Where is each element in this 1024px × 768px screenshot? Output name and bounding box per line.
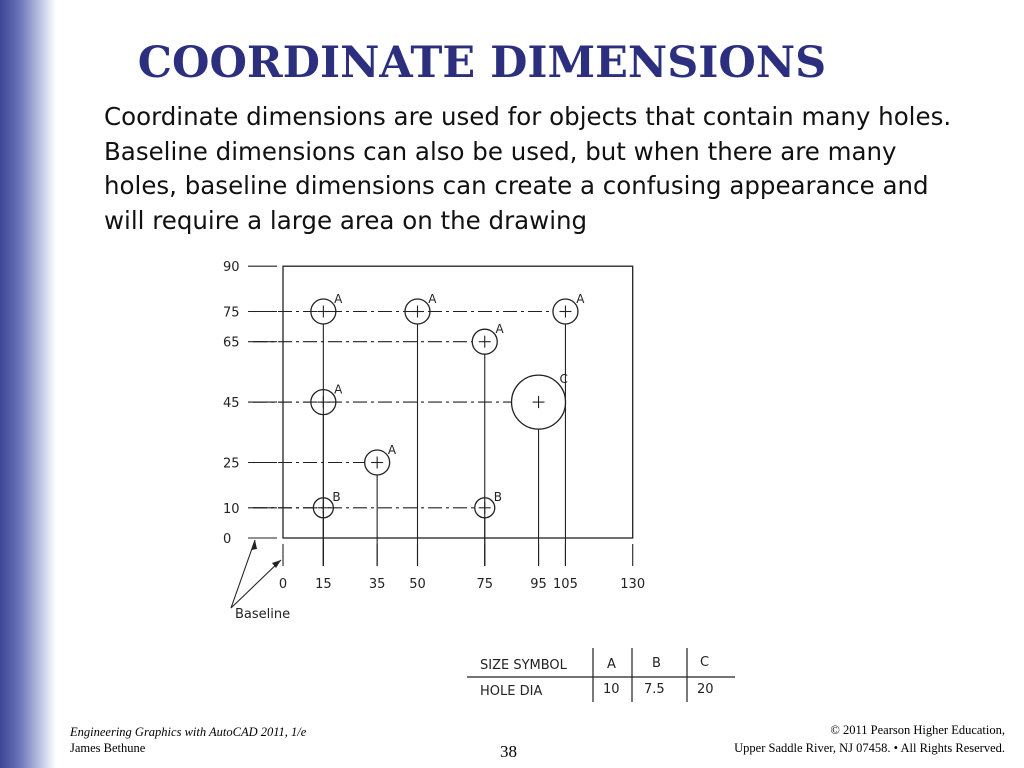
x-label-105: 105 bbox=[553, 577, 578, 592]
footer-copyright bbox=[734, 721, 1005, 757]
hole-symbol-label: A bbox=[334, 382, 343, 397]
holes-group bbox=[311, 292, 585, 518]
footer-copyright-line1: © 2011 Pearson Higher Education, bbox=[830, 723, 1005, 737]
table-dia-c: 20 bbox=[697, 682, 714, 697]
table-symbol-c: C bbox=[700, 655, 710, 670]
hole-symbol-label: A bbox=[495, 321, 504, 336]
table-symbol-a: A bbox=[607, 657, 616, 672]
x-label-75: 75 bbox=[476, 577, 494, 592]
x-dimension-labels bbox=[279, 577, 645, 592]
table-symbol-b: B bbox=[652, 656, 661, 671]
y-label-25: 25 bbox=[223, 456, 240, 472]
y-dimension-labels bbox=[223, 260, 240, 547]
x-label-130: 130 bbox=[620, 577, 646, 592]
side-gradient-bar bbox=[0, 0, 56, 768]
page-number: 38 bbox=[500, 742, 517, 761]
x-label-15: 15 bbox=[315, 577, 332, 592]
table-header-size-symbol: SIZE SYMBOL bbox=[480, 658, 567, 673]
hole-symbol-label: A bbox=[428, 291, 437, 306]
hole-symbol-label: A bbox=[387, 442, 397, 457]
x-label-0: 0 bbox=[278, 577, 288, 592]
table-dia-a: 10 bbox=[603, 682, 620, 697]
y-label-90: 90 bbox=[223, 260, 240, 276]
baseline-arrow-y bbox=[231, 540, 255, 608]
hole-size-table bbox=[467, 648, 735, 702]
dimension-lines bbox=[248, 266, 633, 566]
x-label-95: 95 bbox=[530, 577, 547, 592]
footer-author: James Bethune bbox=[70, 741, 146, 755]
hole-symbol-label: C bbox=[559, 372, 568, 387]
table-header-hole-dia: HOLE DIA bbox=[480, 684, 543, 699]
slide-title: COORDINATE DIMENSIONS bbox=[137, 38, 827, 88]
footer-copyright-line2: Upper Saddle River, NJ 07458. • All Rights Reserved. bbox=[734, 741, 1005, 755]
baseline-arrow-x bbox=[231, 560, 281, 608]
y-label-45: 45 bbox=[223, 396, 240, 412]
hole-symbol-label: B bbox=[332, 489, 341, 504]
hole-symbol-label: B bbox=[493, 489, 502, 504]
footer-book-title: Engineering Graphics with AutoCAD 2011, 1/e bbox=[70, 725, 307, 739]
baseline-label: Baseline bbox=[235, 607, 291, 622]
y-label-10: 10 bbox=[223, 501, 240, 517]
table-dia-b: 7.5 bbox=[644, 682, 665, 697]
slide-body-text: Coordinate dimensions are used for objects that contain many holes. Baseline dimensions can also be used, but when there are many holes, baseline dimensions can create a confusing appearance and will require a large area on the drawing bbox=[104, 102, 952, 235]
y-label-0: 0 bbox=[223, 532, 232, 547]
x-label-35: 35 bbox=[368, 577, 386, 592]
hole-symbol-label: A bbox=[334, 291, 343, 306]
footer-left bbox=[70, 724, 306, 756]
coordinate-dimension-drawing bbox=[215, 250, 755, 710]
y-label-75: 75 bbox=[223, 305, 240, 321]
hole-symbol-label: A bbox=[576, 291, 585, 306]
x-label-50: 50 bbox=[409, 577, 426, 592]
y-label-65: 65 bbox=[223, 335, 240, 351]
